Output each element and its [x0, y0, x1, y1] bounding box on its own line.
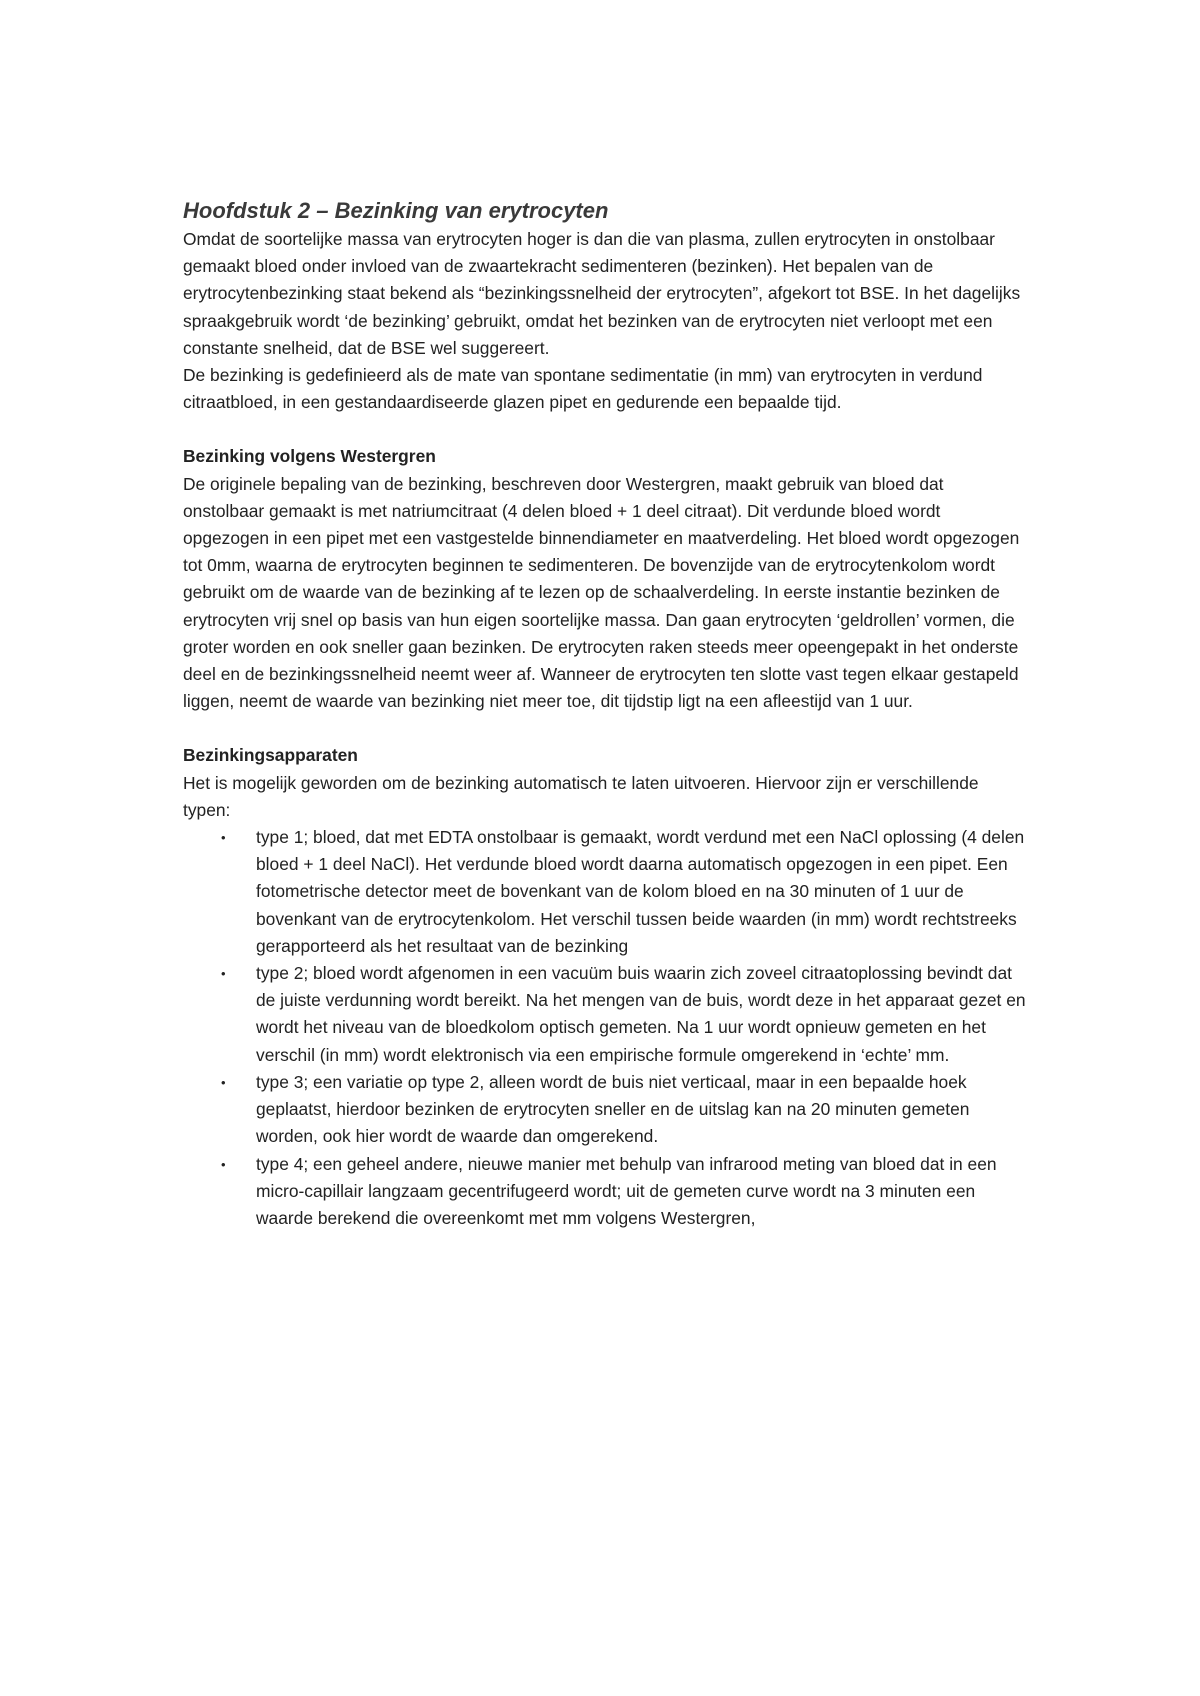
- apparaten-intro: Het is mogelijk geworden om de bezinking automatisch te laten uitvoeren. Hiervoor zijn er verschillende typen:: [183, 772, 979, 820]
- list-item: [183, 1151, 1028, 1233]
- westergren-heading: Bezinking volgens Westergren: [183, 446, 436, 467]
- bullet-icon: •: [221, 1156, 226, 1172]
- bullet-icon: •: [221, 1074, 226, 1090]
- apparaten-type-list: [183, 824, 1028, 1232]
- spacer: [183, 715, 1028, 742]
- page-title: Hoofdstuk 2 – Bezinking van erytrocyten: [183, 198, 609, 223]
- spacer: [183, 416, 1028, 443]
- list-item: [183, 960, 1028, 1069]
- intro-paragraph-1: Omdat de soortelijke massa van erytrocyten hoger is dan die van plasma, zullen erytrocyten in onstolbaar gemaakt bloed onder invloed van de zwaartekracht sedimenteren (bezinken). Het bepalen van de erytrocytenbezinking staat bekend als “bezinkingssnelheid der erytrocyten”, afgekort tot BSE. In het dagelijks spraakgebruik wordt ‘de bezinking’ gebruikt, omdat het bezinken van de erytrocyten niet verloopt met een constante snelheid, dat de BSE wel suggereert.: [183, 229, 1021, 358]
- apparaten-heading: Bezinkingsapparaten: [183, 745, 358, 766]
- bullet-icon: •: [221, 966, 226, 982]
- list-item: [183, 824, 1028, 960]
- list-item-text: type 4; een geheel andere, nieuwe manier met behulp van infrarood meting van bloed dat in een micro-capillair langzaam gecentrifugeerd wordt; uit de gemeten curve wordt na 3 minuten een waarde berekend die overeenkomt met mm volgens Westergren,: [256, 1153, 997, 1228]
- list-item-text: type 1; bloed, dat met EDTA onstolbaar is gemaakt, wordt verdund met een NaCl oplossing (4 delen bloed + 1 deel NaCl). Het verdunde bloed wordt daarna automatisch opgezogen in een pipet. Een fotometrische detector meet de bovenkant van de kolom bloed en na 30 minuten of 1 uur de bovenkant van de erytrocytenkolom. Het verschil tussen beide waarden (in mm) wordt rechtstreeks gerapporteerd als het resultaat van de bezinking: [256, 827, 1025, 956]
- list-item: [183, 1069, 1028, 1151]
- intro-paragraph-2: De bezinking is gedefinieerd als de mate van spontane sedimentatie (in mm) van erytrocyten in verdund citraatbloed, in een gestandaardiseerde glazen pipet en gedurende een bepaalde tijd.: [183, 365, 983, 413]
- bullet-icon: •: [221, 830, 226, 846]
- list-item-text: type 2; bloed wordt afgenomen in een vacuüm buis waarin zich zoveel citraatoplossing bevindt dat de juiste verdunning wordt bereikt. Na het mengen van de buis, wordt deze in het apparaat gezet en wordt het niveau van de bloedkolom optisch gemeten. Na 1 uur wordt opnieuw gemeten en het verschil (in mm) wordt elektronisch via een empirische formule omgerekend in ‘echte’ mm.: [256, 963, 1026, 1065]
- westergren-paragraph: De originele bepaling van de bezinking, beschreven door Westergren, maakt gebruik van bloed dat onstolbaar gemaakt is met natriumcitraat (4 delen bloed + 1 deel citraat). Dit verdunde bloed wordt opgezogen in een pipet met een vastgestelde binnendiameter en maatverdeling. Het bloed wordt opgezogen tot 0mm, waarna de erytrocyten beginnen te sedimenteren. De bovenzijde van de erytrocytenkolom wordt gebruikt om de waarde van de bezinking af te lezen op de schaalverdeling. In eerste instantie bezinken de erytrocyten vrij snel op basis van hun eigen soortelijke massa. Dan gaan erytrocyten ‘geldrollen’ vormen, die groter worden en ook sneller gaan bezinken. De erytrocyten raken steeds meer opeengepakt in het onderste deel en de bezinkingssnelheid neemt weer af. Wanneer de erytrocyten ten slotte vast tegen elkaar gestapeld liggen, neemt de waarde van bezinking niet meer toe, dit tijdstip ligt na een afleestijd van 1 uur.: [183, 473, 1020, 712]
- document-page: [183, 196, 1028, 1232]
- list-item-text: type 3; een variatie op type 2, alleen wordt de buis niet verticaal, maar in een bepaalde hoek geplaatst, hierdoor bezinken de erytrocyten sneller en de uitslag kan na 20 minuten gemeten worden, ook hier wordt de waarde dan omgerekend.: [256, 1071, 970, 1147]
